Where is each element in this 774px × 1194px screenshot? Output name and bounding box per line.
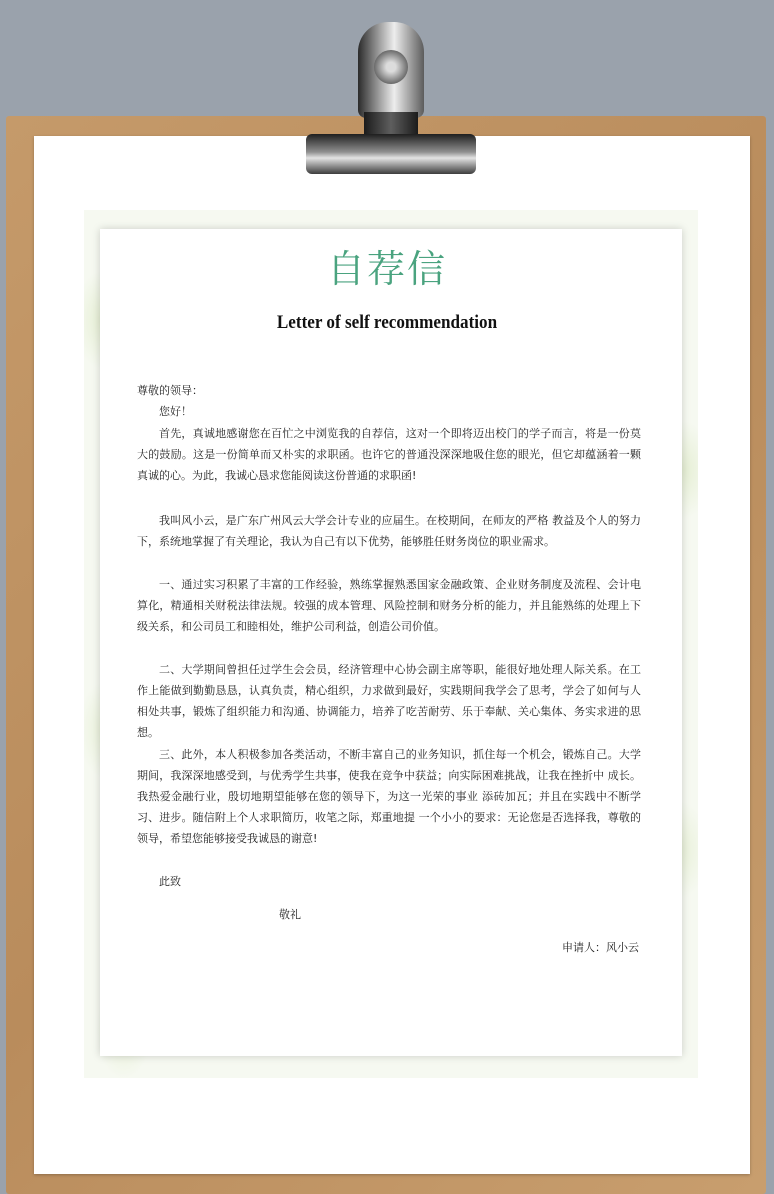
closing-regards: 此致 [159,875,181,888]
signature: 申请人：风小云 [562,941,639,954]
paragraph-5: 三、此外，本人积极参加各类活动，不断丰富自己的业务知识，抓住每一个机会，锻炼自己。大学期间，我深深地感受到，与优秀学生共事，使我在竞争中获益；向实际困难挑战，让我在挫折中 成长。我热爱金融行业，殷切地期望能够在您的领导下，为这一光荣的事业 添砖加瓦；并且在实践中不断学习、进步。随信附上个人求职简历，收笔之际，郑重地提 一个小小的要求：无论您是否选择我，尊敬的领导，希望您能够接受我诚恳的谢意! [137,748,641,845]
paragraph-4: 二、大学期间曾担任过学生会会员，经济管理中心协会副主席等职，能很好地处理人际关系。在工作上能做到勤勤恳恳，认真负责，精心组织，力求做到最好，实践期间我学会了思考，学会了如何与人相处共事，锻炼了组织能力和沟通、协调能力，培养了吃苦耐劳、乐于奉献、关心集体、务实求进的思想。 [137,663,641,739]
closing-salute: 敬礼 [279,908,301,921]
greeting: 您好！ [159,405,192,418]
paragraph-2: 我叫风小云，是广东广州风云大学会计专业的应届生。在校期间，在师友的严格 教益及个人的努力下，系统地掌握了有关理论，我认为自己有以下优势，能够胜任财务岗位的职业需求。 [137,514,641,548]
paragraph-1: 首先，真诚地感谢您在百忙之中浏览我的自荐信，这对一个即将迈出校门的学子而言，将是一份莫大的鼓励。这是一份简单而又朴实的求职函。也许它的普通没深深地吸住您的眼光，但它却蕴涵着一颗真诚的心。为此，我诚心恳求您能阅读这份普通的求职函! [137,427,641,482]
title-chinese: 自荐信 [326,247,447,291]
salutation: 尊敬的领导： [137,384,203,397]
title-english: Letter of self recommendation [276,312,498,333]
paragraph-3: 一、通过实习积累了丰富的工作经验，熟练掌握熟悉国家金融政策、企业财务制度及流程、会计电算化，精通相关财税法律法规。较强的成本管理、风险控制和财务分析的能力，并且能熟练的处理上下级关系，和公司员工和睦相处，维护公司利益，创造公司价值。 [137,578,641,633]
